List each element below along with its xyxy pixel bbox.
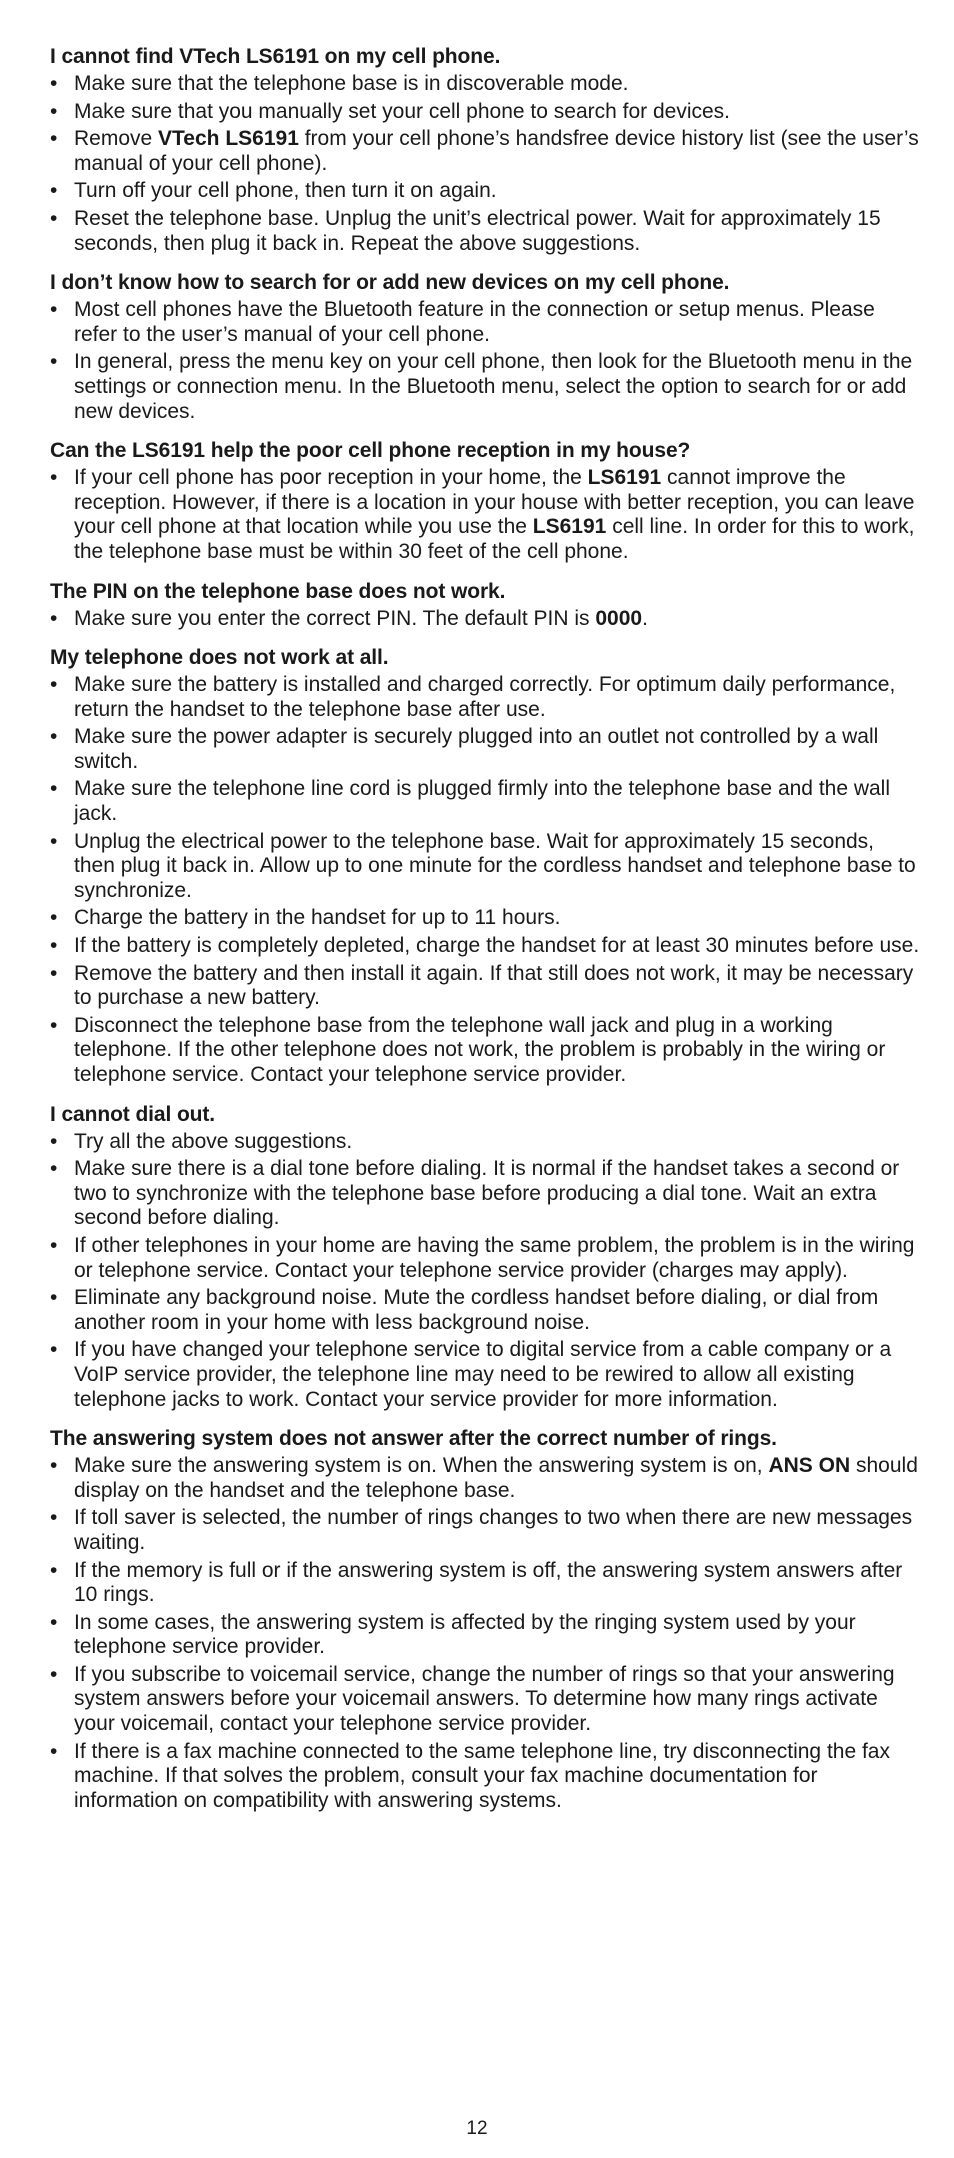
suggestion-text: If the memory is full or if the answering system is off, the answering system answers after 10 rings. [74, 1558, 903, 1607]
suggestion-text: Make sure that you manually set your cell phone to search for devices. [74, 99, 731, 123]
suggestion-item [50, 906, 920, 931]
suggestion-text: If other telephones in your home are having the same problem, the problem is in the wiring or telephone service. Contact your telephone service provider (charges may apply). [74, 1233, 915, 1282]
suggestion-item [50, 1157, 920, 1231]
suggestion-text: from your cell phone’s handsfree device history list (see the user’s manual of your cell phone). [74, 127, 919, 175]
suggestion-list [50, 607, 920, 632]
suggestion-text: In general, press the menu key on your cell phone, then look for the Bluetooth menu in the settings or connection menu. In the Bluetooth menu, select the option to search for or add new devices. [74, 350, 913, 423]
suggestion-item [50, 1286, 920, 1335]
suggestion-text: If the battery is completely depleted, charge the handset for at least 30 minutes before use. [74, 934, 920, 958]
suggestion-item [50, 1740, 920, 1814]
suggestion-list [50, 298, 920, 424]
suggestion-text: Turn off your cell phone, then turn it on again. [74, 179, 497, 203]
suggestion-text: Remove the battery and then install it again. If that still does not work, it may be necessary to purchase a new battery. [74, 961, 914, 1010]
suggestion-item [50, 607, 920, 632]
suggestion-text: Make sure the power adapter is securely plugged into an outlet not controlled by a wall switch. [74, 725, 879, 773]
suggestion-text: Make sure the battery is installed and charged correctly. For optimum daily performance, return the handset to the telephone base after use. [74, 673, 896, 721]
suggestion-text: If your cell phone has poor reception in your home, the [74, 466, 588, 490]
bold-term: ANS ON [768, 1454, 851, 1478]
section-heading: My telephone does not work at all. [50, 646, 389, 670]
suggestion-item [50, 1663, 920, 1737]
suggestion-text: Remove [74, 127, 159, 151]
bold-term: 0000 [595, 606, 643, 630]
suggestion-list [50, 673, 920, 1088]
suggestion-list [50, 1130, 920, 1413]
section-heading: The PIN on the telephone base does not work. [50, 579, 506, 603]
suggestion-item [50, 1559, 920, 1608]
suggestion-list [50, 1454, 920, 1813]
suggestion-item [50, 298, 920, 347]
faq-section [50, 44, 920, 256]
suggestion-text: Make sure that the telephone base is in discoverable mode. [74, 72, 629, 95]
suggestion-item [50, 1338, 920, 1412]
suggestion-item [50, 962, 920, 1011]
suggestion-text: Most cell phones have the Bluetooth feature in the connection or setup menus. Please refer to the user’s manual of your cell phone. [74, 298, 875, 346]
suggestion-text: If you subscribe to voicemail service, change the number of rings so that your answering system answers before your voicemail answers. To determine how many rings activate your voicemail, contact your telephone service provider. [74, 1662, 895, 1736]
section-heading: Can the LS6191 help the poor cell phone reception in my house? [50, 439, 691, 463]
suggestion-item [50, 1611, 920, 1660]
section-heading: I cannot dial out. [50, 1102, 216, 1126]
faq-section [50, 579, 920, 632]
suggestion-item [50, 830, 920, 904]
section-heading: I don’t know how to search for or add new devices on my cell phone. [50, 271, 730, 295]
faq-section [50, 1102, 920, 1413]
suggestion-text: Make sure the telephone line cord is plugged firmly into the telephone base and the wall jack. [74, 777, 891, 826]
suggestion-text: Try all the above suggestions. [74, 1129, 353, 1153]
page-number: 12 [466, 2118, 488, 2139]
suggestion-item [50, 1014, 920, 1088]
suggestion-item [50, 1234, 920, 1283]
suggestion-text: Make sure the answering system is on. When the answering system is on, [74, 1454, 769, 1478]
suggestion-item [50, 179, 920, 204]
suggestion-text: Disconnect the telephone base from the telephone wall jack and plug in a working telephone. If the other telephone does not work, the problem is probably in the wiring or telephone service. Contact your telephone service provider. [74, 1013, 886, 1086]
section-heading: I cannot find VTech LS6191 on my cell phone. [50, 45, 501, 68]
suggestion-text: If you have changed your telephone service to digital service from a cable company or a VoIP service provider, the telephone line may need to be rewired to allow all existing telephone jacks to work. Contact your service provider for more information. [74, 1338, 892, 1411]
suggestion-item [50, 466, 920, 564]
suggestion-text: should display on the handset and the telephone base. [74, 1454, 918, 1502]
suggestion-text: . [642, 606, 648, 630]
suggestion-text: Charge the battery in the handset for up to 11 hours. [74, 906, 561, 930]
suggestion-item [50, 1130, 920, 1155]
suggestion-text: Make sure there is a dial tone before dialing. It is normal if the handset takes a second or two to synchronize with the telephone base before producing a dial tone. Wait an extra second before dialing. [74, 1157, 900, 1230]
suggestion-item [50, 1454, 920, 1503]
suggestion-text: Eliminate any background noise. Mute the cordless handset before dialing, or dial from another room in your home with less background noise. [74, 1286, 879, 1334]
section-heading: The answering system does not answer after the correct number of rings. [50, 1427, 777, 1451]
suggestion-text: cell line. In order for this to work, the telephone base must be within 30 feet of the cell phone. [74, 515, 915, 563]
suggestion-item [50, 1506, 920, 1555]
suggestion-item [50, 777, 920, 826]
suggestion-item [50, 673, 920, 722]
suggestion-text: Make sure you enter the correct PIN. The default PIN is [74, 606, 596, 630]
suggestion-text: If there is a fax machine connected to the same telephone line, try disconnecting the fax machine. If that solves the problem, consult your fax machine documentation for information on compatibility with answering systems. [74, 1739, 890, 1812]
faq-section [50, 270, 920, 424]
suggestion-item [50, 72, 920, 97]
bold-term: LS6191 [587, 466, 662, 490]
suggestion-text: Unplug the electrical power to the telephone base. Wait for approximately 15 seconds, then plug it back in. Allow up to one minute for the cordless handset and telephone base to synchronize. [74, 829, 916, 902]
suggestion-item [50, 725, 920, 774]
suggestion-text: cannot improve the reception. However, if there is a location in your house with better reception, you can leave your cell phone at that location while you use the [74, 466, 915, 539]
faq-section [50, 645, 920, 1088]
suggestion-item [50, 100, 920, 125]
faq-section [50, 1426, 920, 1813]
suggestion-text: In some cases, the answering system is affected by the ringing system used by your telephone service provider. [74, 1610, 856, 1659]
bold-term: LS6191 [532, 515, 607, 539]
suggestion-list [50, 72, 920, 256]
suggestion-item [50, 207, 920, 256]
troubleshooting-content [50, 44, 920, 1827]
bold-term: VTech LS6191 [158, 127, 299, 151]
suggestion-item [50, 934, 920, 959]
suggestion-text: Reset the telephone base. Unplug the unit’s electrical power. Wait for approximately 15 seconds, then plug it back in. Repeat the above suggestions. [74, 206, 881, 255]
suggestion-item [50, 350, 920, 424]
suggestion-list [50, 466, 920, 564]
suggestion-item [50, 127, 920, 176]
suggestion-text: If toll saver is selected, the number of rings changes to two when there are new messages waiting. [74, 1506, 913, 1554]
faq-section [50, 438, 920, 564]
